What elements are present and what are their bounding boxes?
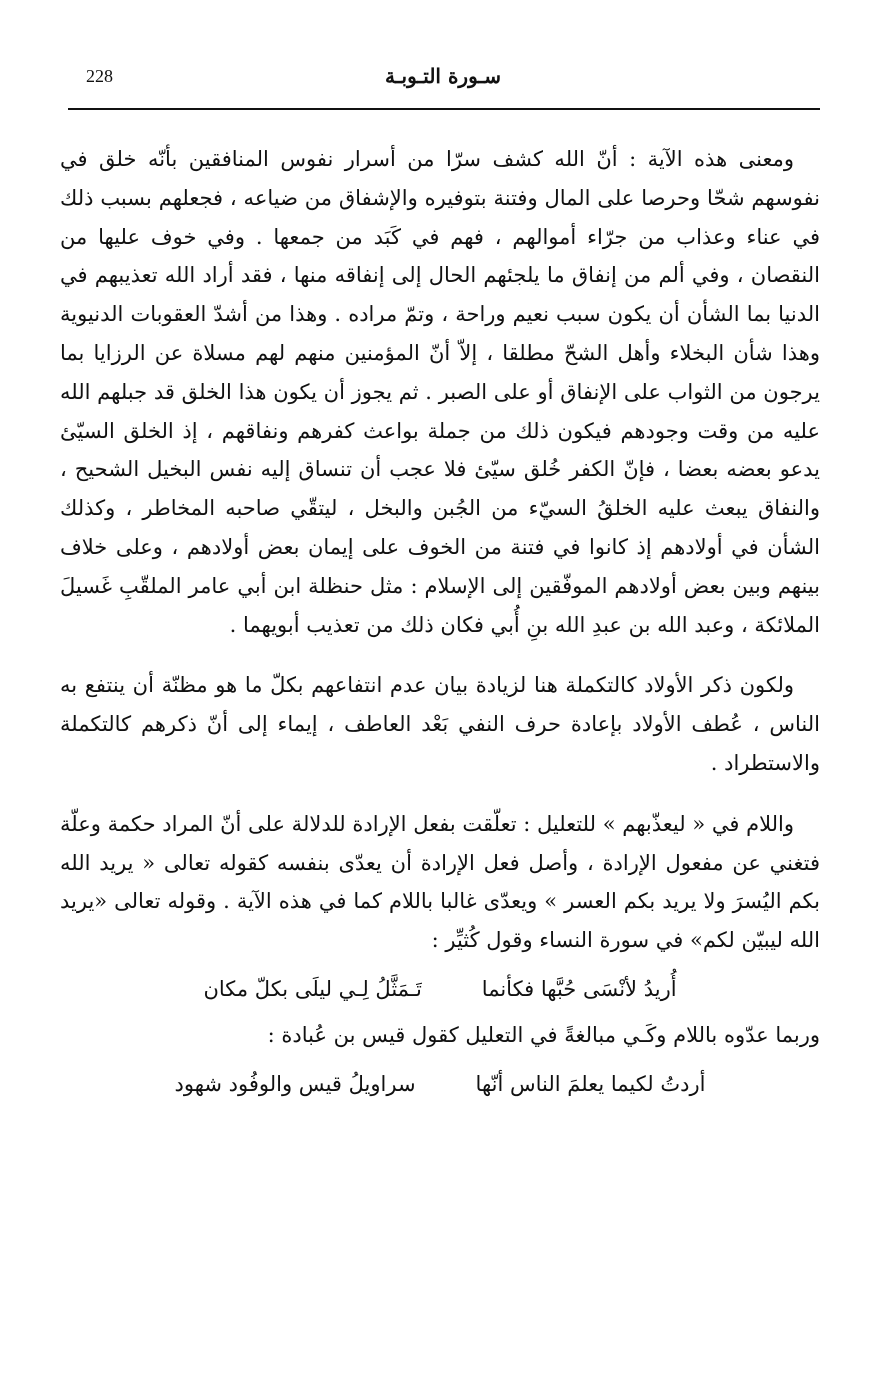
verse-2-first-hemistich: أردتُ لكيما يعلمَ الناس أنّها (475, 1071, 706, 1096)
paragraph-meaning: ومعنى هذه الآية : أنّ الله كشف سرّا من أسرار نفوس المنافقين بأنّه خلق في نفوسهم شحّا وحرصا على المال وفتنة بتوفيره والإشفاق من ضياعه ، فجعلهم بسبب ذلك في عناء وعذاب من جرّاء أموالهم ، فهم في كَبَد من جمعها . وفي خوف عليها من النقصان ، وفي ألم من إنفاق ما يلجئهم الحال إلى إنفاقه منها ، فقد أراد الله تعذيبهم في الدنيا بما الشأن أن يكون سبب نعيم وراحة ، وتمّ مراده . وهذا من أشدّ العقوبات الدنيوية وهذا شأن البخلاء وأهل الشحّ مطلقا ، إلاّ أنّ المؤمنين منهم لهم مسلاة عن الرزايا بما يرجون من الثواب على الإنفاق أو على الصبر . ثم يجوز أن يكون هذا الخلق قد جبلهم الله عليه من وقت وجودهم فيكون ذلك من جملة بواعث كفرهم ونفاقهم ، إذ الخلق السيّئ يدعو بعضه بعضا ، فإنّ الكفر خُلق سيّئ فلا عجب أن تنساق إليه نفس البخيل الشحيح ، والنفاق يبعث عليه الخلقُ السيّء من الجُبن والبخل ، ليتقّي صاحبه المخاطر ، وكذلك الشأن في أولادهم إذ كانوا في فتنة من الخوف على إيمان بعض أولادهم ، وعلى خلاف بينهم وبين بعض أولادهم الموفّقين إلى الإسلام : مثل حنظلة ابن أبي عامر الملقّبِ غَسيلَ الملائكة ، وعبد الله بن عبدِ الله بنِ أُبي فكان ذلك من تعذيب أبويهما . (60, 147, 820, 637)
poetry-verse-1 (60, 970, 820, 1008)
paragraph-lam: واللام في « ليعذّبهم » للتعليل : تعلّقت بفعل الإرادة للدلالة على أنّ المراد حكمة وعلّة فتغني عن مفعول الإرادة ، وأصل فعل الإرادة أن يعدّى بنفسه كقوله تعالى « يريد الله بكم اليُسرَ ولا يريد بكم العسر » ويعدّى غالبا باللام كما في هذه الآية . وقوله تعالى «يريد الله ليبيّن لكم» في سورة النساء وقول كُثيِّر : (60, 811, 820, 953)
paragraph-children: ولكون ذكر الأولاد كالتكملة هنا لزيادة بيان عدم انتفاعهم بكلّ ما هو مظنّة أن ينتفع به الناس ، عُطف الأولاد بإعادة حرف النفي بَعْد العاطف ، إيماء إلى أنّ ذكرهم كالتكملة والاستطراد . (60, 673, 820, 775)
verse-1-second-hemistich: تَـمَثَّلُ لِـي ليلَى بكلّ مكان (203, 976, 422, 1001)
header-rule (68, 108, 820, 110)
paragraph-kay: وربما عدّوه باللام وكَـي مبالغةً في التعليل كقول قيس بن عُبادة : (267, 1022, 820, 1047)
body-text (60, 140, 820, 1109)
surah-title: سـورة التـوبـة (384, 64, 502, 88)
verse-2-second-hemistich: سراويلُ قيس والوفُود شهود (174, 1071, 416, 1096)
verse-1-first-hemistich: أُريدُ لأنْسَى حُبَّها فكأنما (481, 976, 677, 1001)
page-number: 228 (86, 66, 113, 86)
running-head (68, 62, 818, 102)
poetry-verse-2 (60, 1065, 820, 1103)
